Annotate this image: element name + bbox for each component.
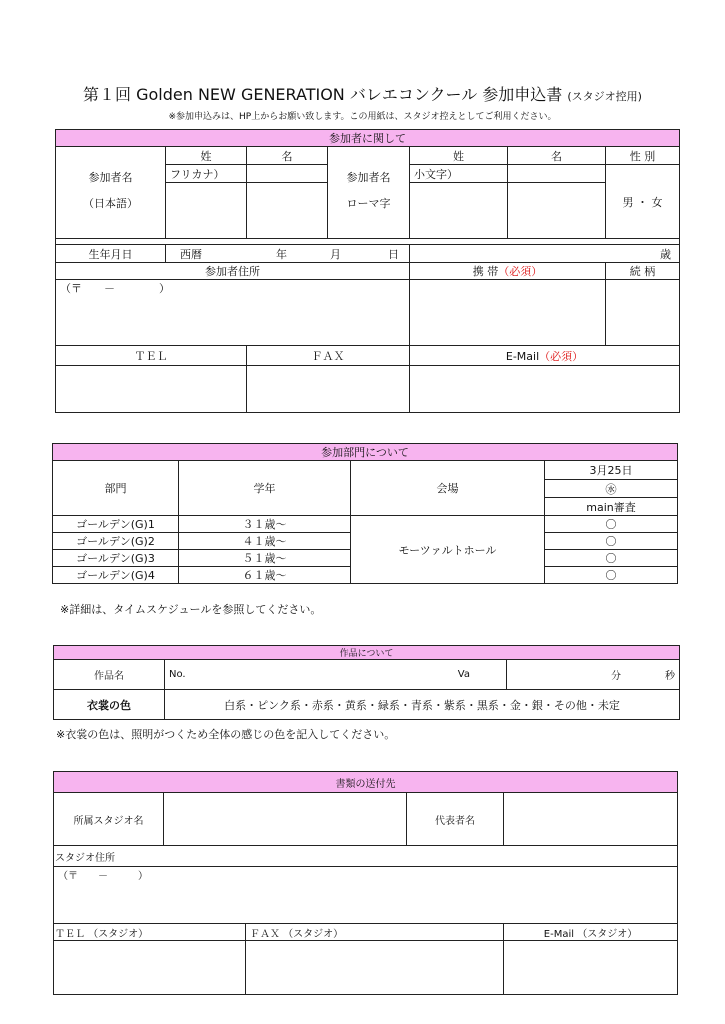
division-table [52,443,678,584]
title-main: 第１回 Golden NEW GENERATION バレエコンクール 参加申込書 [83,85,563,104]
sex-options[interactable]: 男 ・ 女 [606,165,680,239]
division-row[interactable] [53,516,678,533]
mobile-label-cell [410,263,606,280]
studio-label: 所属スタジオ名 [54,793,164,846]
seconds-label: 秒 [665,671,676,682]
mobile-label: 携 帯 [472,265,499,278]
studio-fax-label: ＦＡＸ （スタジオ） [246,924,504,941]
weekday-label: ㊌ [545,480,678,498]
romaji-mei-cell[interactable] [508,165,606,183]
address-postal: （〒 － ） [60,282,170,295]
rep-input[interactable] [504,793,678,846]
furigana-cell[interactable]: フリカナ） [166,165,247,183]
division-grade: ５１歳～ [179,550,351,567]
mobile-required: （必須） [498,265,543,278]
division-mark[interactable]: 〇 [545,533,678,550]
tel-input[interactable] [56,366,247,413]
lowercase-cell[interactable]: 小文字） [410,165,508,183]
name-jp-label: （日本語） [83,197,138,210]
mei-label: 名 [247,147,328,165]
birth-input[interactable] [166,245,410,263]
division-name: ゴールデン(G)1 [53,516,179,533]
relation-input[interactable] [606,280,680,346]
seireki-label: 西暦 [180,247,202,261]
age-cell[interactable] [410,245,680,263]
main-review-label: main審査 [545,498,678,516]
day-label: 日 [388,247,399,261]
romaji-name-label: 参加者名 [346,171,391,184]
studio-email-label: E-Mail （スタジオ） [504,924,678,941]
venue-col-label: 会場 [351,461,545,516]
division-mark[interactable]: 〇 [545,516,678,533]
fax-label: ＦＡＸ [247,346,410,366]
work-title-label: 作品名 [54,660,165,690]
address-label: 参加者住所 [56,263,410,280]
division-grade: ３１歳～ [179,516,351,533]
studio-fax-input[interactable] [246,941,504,995]
email-label: E-Mail [505,349,540,363]
work-duration-input[interactable] [507,660,680,690]
header-note: ※参加申込みは、HP上からお願い致します。この用紙は、スタジオ控えとしてご利用ください。 [168,112,557,122]
sei-label: 姓 [166,147,247,165]
mobile-input[interactable] [410,280,606,346]
studio-address-input[interactable] [54,867,678,924]
division-mark[interactable]: 〇 [545,567,678,584]
romaji-label-cell [328,147,410,239]
division-name: ゴールデン(G)3 [53,550,179,567]
costume-colors[interactable]: 白系・ピンク系・赤系・黄系・緑系・青系・紫系・黒系・金・銀・その他・未定 [165,690,680,720]
romaji-mei-label: 名 [508,147,606,165]
age-label: 歳 [660,247,672,261]
work-section-title: 作品について [54,646,680,660]
studio-tel-label: ＴＥＬ （スタジオ） [54,924,246,941]
romaji-sei-label: 姓 [410,147,508,165]
romaji-label: ローマ字 [346,197,391,210]
relation-label: 続 柄 [606,263,680,280]
rep-label: 代表者名 [407,793,504,846]
month-label: 月 [330,247,341,261]
division-name: ゴールデン(G)4 [53,567,179,584]
studio-email-input[interactable] [504,941,678,995]
romaji-mei-input[interactable] [508,183,606,239]
email-input[interactable] [410,366,680,413]
studio-postal: （〒 － ） [58,871,148,882]
title-sub: (スタジオ控用) [567,90,642,103]
tel-label: ＴＥＬ [56,346,247,366]
year-label: 年 [276,247,287,261]
date-label: 3月25日 [545,461,678,480]
division-grade: ６１歳～ [179,567,351,584]
sex-label: 性 別 [606,147,680,165]
participant-section-title: 参加者に関して [56,130,680,147]
send-table [53,771,678,995]
mei-input[interactable] [247,183,328,239]
division-note: ※詳細は、タイムスケジュールを参照してください。 [60,603,322,616]
email-label-cell [410,346,680,366]
studio-tel-input[interactable] [54,941,246,995]
work-no-label: No. [169,669,186,680]
send-section-title: 書類の送付先 [54,772,678,793]
furigana-mei-cell[interactable] [247,165,328,183]
form-title [0,82,725,105]
work-va-label: Va [457,669,470,680]
fax-input[interactable] [247,366,410,413]
division-col-label: 部門 [53,461,179,516]
division-section-title: 参加部門について [53,444,678,461]
participant-table [55,129,680,413]
venue-name: モーツァルトホール [351,516,545,584]
email-required: （必須） [539,349,584,363]
studio-input[interactable] [164,793,407,846]
costume-label: 衣裳の色 [54,690,165,720]
studio-address-label: スタジオ住所 [54,846,678,867]
name-label-cell [56,147,166,239]
grade-col-label: 学年 [179,461,351,516]
sei-input[interactable] [166,183,247,239]
division-mark[interactable]: 〇 [545,550,678,567]
name-label: 参加者名 [88,171,133,184]
minutes-label: 分 [611,671,622,682]
romaji-sei-input[interactable] [410,183,508,239]
work-table [53,645,680,720]
division-name: ゴールデン(G)2 [53,533,179,550]
address-input[interactable] [56,280,410,346]
birth-label: 生年月日 [56,245,166,263]
division-grade: ４１歳～ [179,533,351,550]
costume-note: ※衣裳の色は、照明がつくため全体の感じの色を記入してください。 [56,728,396,741]
work-title-input[interactable] [165,660,507,690]
